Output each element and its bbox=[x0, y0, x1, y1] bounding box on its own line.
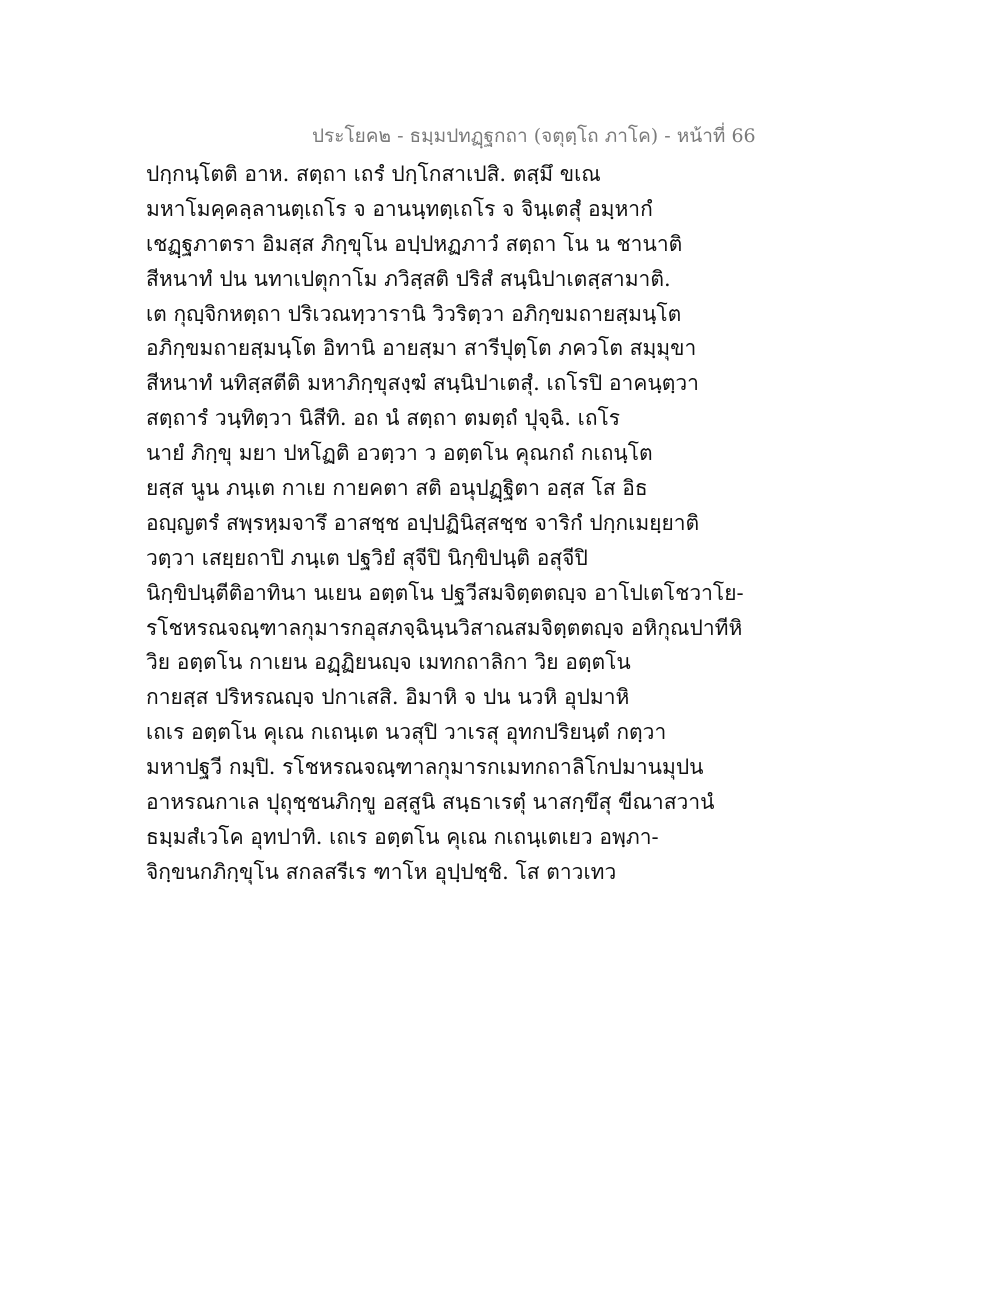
text-line: ปกฺกนฺโตติ อาห. สตฺถา เถรํ ปกฺโกสาเปสิ. ตสฺมึ ขเณ bbox=[146, 162, 601, 186]
text-line: ยสฺส นูน ภนฺเต กาเย กายคตา สติ อนุปฏฺฐิตา อสฺส โส อิธ bbox=[146, 476, 648, 501]
text-line: เต กุญฺจิกหตฺถา ปริเวณทฺวารานิ วิวริตฺวา อภิกฺขมถายสฺมนฺโต bbox=[146, 301, 682, 326]
text-line: อภิกฺขมถายสฺมนฺโต อิทานิ อายสฺมา สารีปุตฺโต ภควโต สมฺมุขา bbox=[146, 336, 697, 361]
text-line: มหาปฐวี กมฺปิ. รโชหรณจณฺฑาลกุมารกเมทกถาลิโกปมานมุปน bbox=[146, 755, 704, 780]
text-line: เถเร อตฺตโน คุเณ กเถนฺเต นวสุปิ วาเรสุ อุทกปริยนฺตํ กตฺวา bbox=[146, 720, 667, 745]
text-line: สตฺถารํ วนฺทิตฺวา นิสีทิ. อถ นํ สตฺถา ตมตฺถํ ปุจฺฉิ. เถโร bbox=[146, 406, 621, 431]
text-line: เชฏฺฐภาตรา อิมสฺส ภิกฺขุโน อปฺปหฏภาวํ สตฺถา โน น ชานาติ bbox=[146, 231, 683, 256]
text-line: อาหรณกาเล ปุถุชฺชนภิกฺขู อสฺสูนิ สนฺธาเรตุํ นาสกฺขึสุ ขีณาสวานํ bbox=[146, 790, 715, 815]
text-line: กายสฺส ปริหรณญฺจ ปกาเสสิ. อิมาหิ จ ปน นวหิ อุปมาหิ bbox=[146, 685, 630, 710]
body-text bbox=[146, 157, 866, 890]
text-line: นิกฺขิปนฺตีติอาทินา นเยน อตฺตโน ปฐวีสมจิตฺตตญฺจ อาโปเตโชวาโย- bbox=[146, 580, 744, 605]
text-line: สีหนาทํ นทิสฺสตีติ มหาภิกฺขุสงฺฆํ สนฺนิปาเตสุํ. เถโรปิ อาคนฺตฺวา bbox=[146, 371, 699, 396]
running-header: ประโยค๒ - ธมฺมปทฏฺฐกถา (จตุตฺโถ ภาโค) - หน้าที่ 66 bbox=[312, 125, 756, 147]
text-line: อญฺญตรํ สพฺรหฺมจารึ อาสชฺช อปฺปฏินิสฺสชฺช จาริกํ ปกฺกเมยฺยาติ bbox=[146, 510, 700, 535]
text-line: วิย อตฺตโน กาเยน อฏฺฏิยนญฺจ เมทกถาลิกา วิย อตฺตโน bbox=[146, 650, 631, 675]
text-line: ธมฺมสํเวโค อุทปาทิ. เถเร อตฺตโน คุเณ กเถนฺเตเยว อพฺภา- bbox=[146, 824, 659, 849]
text-line: วตฺวา เสยฺยถาปิ ภนฺเต ปฐวิยํ สุจีปิ นิกฺขิปนฺติ อสุจีปิ bbox=[146, 545, 588, 570]
text-line: นายํ ภิกฺขุ มยา ปหโฏติ อวตฺวา ว อตฺตโน คุณกถํ กเถนฺโต bbox=[146, 441, 653, 466]
text-line: รโชหรณจณฺฑาลกุมารกอุสภจฺฉินฺนวิสาณสมจิตฺตตญฺจ อหิกุณปาทีหิ bbox=[146, 615, 743, 640]
text-line: จิกฺขนกภิกฺขุโน สกลสรีเร ฑาโห อุปฺปชฺชิ. โส ตาวเทว bbox=[146, 859, 617, 884]
text-line: มหาโมคฺคลฺลานตฺเถโร จ อานนฺทตฺเถโร จ จินฺเตสุํ อมฺหากํ bbox=[146, 196, 653, 221]
text-line: สีหนาทํ ปน นทาเปตุกาโม ภวิสฺสติ ปริสํ สนฺนิปาเตสฺสามาติ. bbox=[146, 266, 671, 291]
